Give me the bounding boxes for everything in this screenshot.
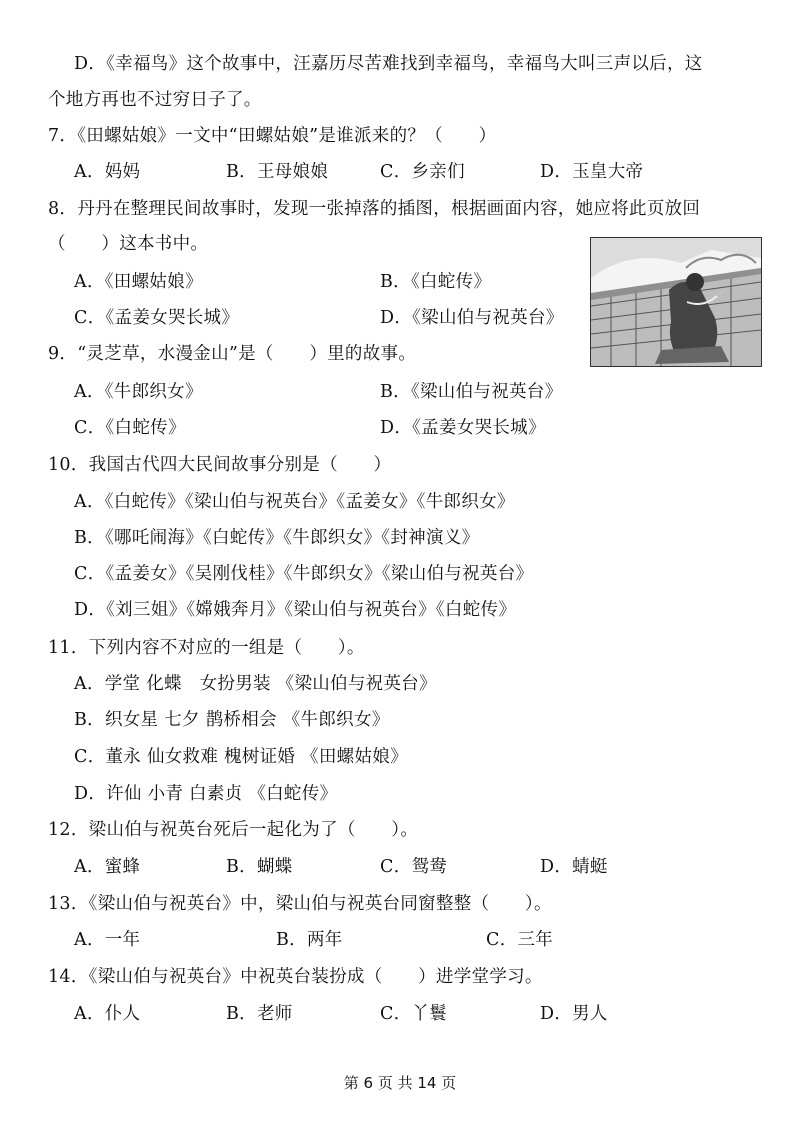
q9-option-a: A．《牛郎织女》 <box>74 382 203 402</box>
q11-option-c: C．董永 仙女救难 槐树证婚 《田螺姑娘》 <box>74 747 408 767</box>
question-13: 13．《梁山伯与祝英台》中，梁山伯与祝英台同窗整整（ ）。 <box>48 894 552 914</box>
question-8-line2: （ ）这本书中。 <box>48 234 209 254</box>
q14-option-a: A．仆人 <box>74 1004 141 1024</box>
q12-option-c: C．鸳鸯 <box>380 857 448 877</box>
q11-option-a: A．学堂 化蝶 女扮男装 《梁山伯与祝英台》 <box>74 674 437 694</box>
question-10: 10．我国古代四大民间故事分别是（ ） <box>48 455 392 475</box>
question-9: 9．“灵芝草，水漫金山”是（ ）里的故事。 <box>48 344 417 364</box>
q13-option-b: B．两年 <box>276 930 343 950</box>
q8-option-b: B．《白蛇传》 <box>380 272 492 292</box>
q13-option-c: C．三年 <box>486 930 554 950</box>
q7-option-a: A．妈妈 <box>74 162 141 182</box>
q13-option-a: A．一年 <box>74 930 141 950</box>
question-12: 12．梁山伯与祝英台死后一起化为了（ ）。 <box>48 820 419 840</box>
q7-option-c: C．乡亲们 <box>380 162 465 182</box>
q9-option-b: B．《梁山伯与祝英台》 <box>380 382 563 402</box>
q14-option-b: B．老师 <box>226 1004 293 1024</box>
q6-option-d-line2: 个地方再也不过穷日子了。 <box>48 90 262 110</box>
q6-option-d-line1: D．《幸福鸟》这个故事中，汪嘉历尽苦难找到幸福鸟，幸福鸟大叫三声以后，这 <box>74 54 703 74</box>
q9-option-d: D．《孟姜女哭长城》 <box>380 418 546 438</box>
q8-option-d: D．《梁山伯与祝英台》 <box>380 308 564 328</box>
q11-option-d: D．许仙 小青 白素贞 《白蛇传》 <box>74 784 338 804</box>
q14-option-c: C．丫鬟 <box>380 1004 448 1024</box>
page-footer: 第 6 页 共 14 页 <box>343 1074 457 1092</box>
q12-option-d: D．蜻蜓 <box>540 857 608 877</box>
q8-option-a: A．《田螺姑娘》 <box>74 272 203 292</box>
question-7: 7．《田螺姑娘》一文中“田螺姑娘”是谁派来的？（ ） <box>48 126 497 146</box>
q12-option-a: A．蜜蜂 <box>74 857 141 877</box>
q10-option-c: C．《孟姜女》《吴刚伐桂》《牛郎织女》《梁山伯与祝英台》 <box>74 564 534 584</box>
question-14: 14．《梁山伯与祝英台》中祝英台装扮成（ ）进学堂学习。 <box>48 967 543 987</box>
q9-option-c: C．《白蛇传》 <box>74 418 186 438</box>
question-11: 11．下列内容不对应的一组是（ ）。 <box>48 638 365 658</box>
q11-option-b: B．织女星 七夕 鹊桥相会 《牛郎织女》 <box>74 710 390 730</box>
q7-option-b: B．王母娘娘 <box>226 162 329 182</box>
q8-option-c: C．《孟姜女哭长城》 <box>74 308 240 328</box>
question-8-line1: 8．丹丹在整理民间故事时，发现一张掉落的插图，根据画面内容，她应将此页放回 <box>48 199 701 219</box>
q10-option-b: B．《哪吒闹海》《白蛇传》《牛郎织女》《封神演义》 <box>74 528 480 548</box>
q10-option-a: A．《白蛇传》《梁山伯与祝英台》《孟姜女》《牛郎织女》 <box>74 492 515 512</box>
great-wall-illustration <box>590 237 762 367</box>
q12-option-b: B．蝴蝶 <box>226 857 293 877</box>
q10-option-d: D．《刘三姐》《嫦娥奔月》《梁山伯与祝英台》《白蛇传》 <box>74 600 517 620</box>
q14-option-d: D．男人 <box>540 1004 608 1024</box>
q7-option-d: D．玉皇大帝 <box>540 162 644 182</box>
